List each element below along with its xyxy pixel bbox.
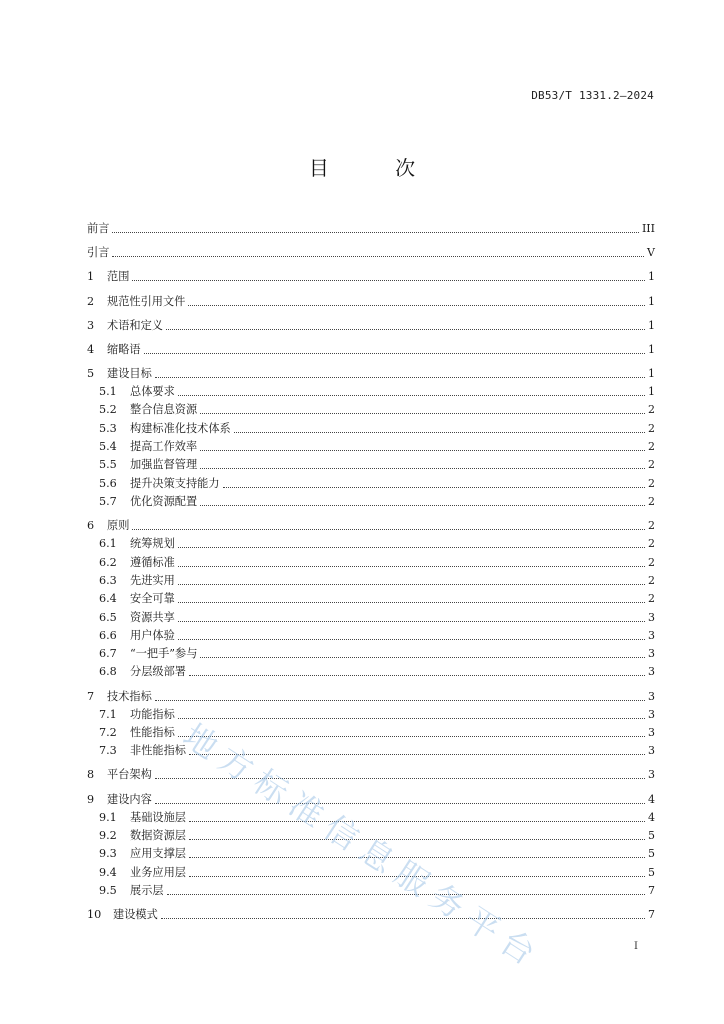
dot-leader xyxy=(155,802,645,804)
toc-entry-label: 提高工作效率 xyxy=(130,440,198,454)
toc-entry-page: 1 xyxy=(648,342,655,356)
toc-entry-label: 遵循标准 xyxy=(130,555,175,569)
toc-entry-label: 统筹规划 xyxy=(130,537,175,551)
toc-entry[interactable] xyxy=(87,861,655,879)
toc-entry[interactable] xyxy=(87,764,655,782)
dot-leader xyxy=(155,376,645,378)
dot-leader xyxy=(189,856,645,858)
dot-leader xyxy=(144,352,645,354)
toc-entry-label: 提升决策支持能力 xyxy=(130,476,220,490)
watermark: 地方标准信息服务平台 xyxy=(176,715,550,978)
toc-entry-page: 2 xyxy=(648,494,655,508)
toc-entry[interactable] xyxy=(87,880,655,898)
toc-entry-label: 资源共享 xyxy=(130,610,175,624)
toc-entry-page: 3 xyxy=(648,744,655,758)
toc-entry-page: III xyxy=(641,222,655,236)
toc-entry-label: 分层级部署 xyxy=(130,665,186,679)
toc-entry[interactable] xyxy=(87,722,655,740)
dot-leader xyxy=(178,601,645,603)
toc-entry[interactable] xyxy=(87,661,655,679)
page-number: I xyxy=(634,941,638,952)
toc-entry-number: 5.4 xyxy=(99,440,117,454)
page-title: 目 次 xyxy=(308,156,446,180)
toc-entry-number: 5.7 xyxy=(99,494,117,508)
dot-leader xyxy=(178,717,645,719)
toc-entry-number: 9.3 xyxy=(99,847,117,861)
dot-leader xyxy=(178,394,645,396)
toc-entry-label: 展示层 xyxy=(130,884,164,898)
toc-entry[interactable] xyxy=(87,570,655,588)
toc-entry-label: 范围 xyxy=(107,270,130,284)
toc-entry-page: 7 xyxy=(648,884,655,898)
toc-entry-label: 建设模式 xyxy=(113,908,158,922)
toc-entry-label: 技术指标 xyxy=(107,689,152,703)
toc-entry-number: 3 xyxy=(87,318,95,332)
dot-leader xyxy=(166,328,645,330)
toc-entry[interactable] xyxy=(87,399,655,417)
dot-leader xyxy=(178,583,645,585)
toc-entry-page: 4 xyxy=(648,792,655,806)
toc-entry[interactable] xyxy=(87,417,655,435)
dot-leader xyxy=(188,304,645,306)
toc-entry-page: 5 xyxy=(648,829,655,843)
dot-leader xyxy=(155,699,645,701)
dot-leader xyxy=(189,753,645,755)
dot-leader xyxy=(161,917,645,919)
toc-entry-label: 整合信息资源 xyxy=(130,403,198,417)
toc-entry-label: 前言 xyxy=(87,222,110,236)
toc-entry[interactable] xyxy=(87,454,655,472)
toc-entry-page: 5 xyxy=(648,865,655,879)
toc-entry-number: 6.3 xyxy=(99,573,117,587)
toc-entry-page: 3 xyxy=(648,647,655,661)
toc-entry[interactable] xyxy=(87,533,655,551)
toc-entry-label: 规范性引用文件 xyxy=(107,294,186,308)
toc-entry-page: 1 xyxy=(648,366,655,380)
dot-leader xyxy=(167,893,645,895)
toc-entry-number: 7.1 xyxy=(99,707,117,721)
toc-entry-page: 2 xyxy=(648,519,655,533)
dot-leader xyxy=(189,674,645,676)
toc-entry-number: 5.2 xyxy=(99,403,117,417)
standard-code: DB53/T 1331.2—2024 xyxy=(531,89,654,102)
toc-entry-page: 3 xyxy=(648,628,655,642)
toc-entry-number: 5 xyxy=(87,366,95,380)
toc-entry[interactable] xyxy=(87,314,655,332)
dot-leader xyxy=(234,431,645,433)
dot-leader xyxy=(200,412,645,414)
toc-entry-number: 9.1 xyxy=(99,810,117,824)
toc-entry-page: 2 xyxy=(648,403,655,417)
toc-entry[interactable] xyxy=(87,704,655,722)
dot-leader xyxy=(155,777,645,779)
toc-entry[interactable] xyxy=(87,266,655,284)
dot-leader xyxy=(112,255,644,257)
toc-entry-number: 9.5 xyxy=(99,884,117,898)
toc-entry[interactable] xyxy=(87,551,655,569)
toc-entry[interactable] xyxy=(87,436,655,454)
toc-entry[interactable] xyxy=(87,643,655,661)
dot-leader xyxy=(200,449,645,451)
toc-entry-label: “一把手”参与 xyxy=(130,647,198,661)
toc-entry-label: 术语和定义 xyxy=(107,318,163,332)
toc-entry[interactable] xyxy=(87,338,655,356)
toc-entry-page: 1 xyxy=(648,294,655,308)
toc-entry[interactable] xyxy=(87,381,655,399)
toc-entry-number: 2 xyxy=(87,294,95,308)
toc-entry-number: 6 xyxy=(87,519,95,533)
toc-entry[interactable] xyxy=(87,242,655,260)
toc-entry-label: 基础设施层 xyxy=(130,810,186,824)
toc-entry-page: 3 xyxy=(648,768,655,782)
toc-entry-page: 2 xyxy=(648,458,655,472)
toc-entry[interactable] xyxy=(87,515,655,533)
toc-entry-number: 5.6 xyxy=(99,476,117,490)
toc-entry-label: 功能指标 xyxy=(130,707,175,721)
toc-entry-number: 4 xyxy=(87,342,95,356)
toc-entry-number: 6.8 xyxy=(99,665,117,679)
dot-leader xyxy=(200,656,645,658)
toc-entry-label: 性能指标 xyxy=(130,726,175,740)
toc-entry-page: 5 xyxy=(648,847,655,861)
toc-entry-number: 5.1 xyxy=(99,385,117,399)
toc-entry-number: 6.4 xyxy=(99,592,117,606)
dot-leader xyxy=(112,231,639,233)
toc-entry-page: 7 xyxy=(648,908,655,922)
dot-leader xyxy=(178,546,645,548)
toc-entry-page: 3 xyxy=(648,665,655,679)
toc-entry-label: 引言 xyxy=(87,246,110,260)
toc-entry-page: 3 xyxy=(648,726,655,740)
toc-entry[interactable] xyxy=(87,788,655,806)
toc-entry[interactable] xyxy=(87,625,655,643)
toc-entry[interactable] xyxy=(87,904,655,922)
toc-entry-page: 4 xyxy=(648,810,655,824)
toc-entry[interactable] xyxy=(87,491,655,509)
toc-entry-page: 2 xyxy=(648,573,655,587)
dot-leader xyxy=(178,565,645,567)
toc-entry-page: 2 xyxy=(648,440,655,454)
toc-entry-label: 优化资源配置 xyxy=(130,494,198,508)
toc-entry[interactable] xyxy=(87,290,655,308)
toc-entry-label: 安全可靠 xyxy=(130,592,175,606)
toc-entry-label: 原则 xyxy=(107,519,130,533)
toc-entry-label: 建设目标 xyxy=(107,366,152,380)
dot-leader xyxy=(200,467,645,469)
toc-entry[interactable] xyxy=(87,843,655,861)
toc-entry-number: 9.4 xyxy=(99,865,117,879)
toc-entry[interactable] xyxy=(87,606,655,624)
toc-entry-number: 8 xyxy=(87,768,95,782)
toc-entry-number: 6.2 xyxy=(99,555,117,569)
toc-entry-page: 1 xyxy=(648,270,655,284)
toc-entry-page: 2 xyxy=(648,537,655,551)
toc-entry-label: 建设内容 xyxy=(107,792,152,806)
toc-entry-page: V xyxy=(647,246,655,260)
toc-entry-number: 10 xyxy=(87,908,102,922)
toc-entry-number: 5.3 xyxy=(99,421,117,435)
toc-entry[interactable] xyxy=(87,807,655,825)
dot-leader xyxy=(189,875,645,877)
toc-entry-label: 非性能指标 xyxy=(130,744,186,758)
toc-entry-number: 7.2 xyxy=(99,726,117,740)
toc-entry-number: 6.1 xyxy=(99,537,117,551)
toc-entry[interactable] xyxy=(87,588,655,606)
dot-leader xyxy=(132,528,645,530)
dot-leader xyxy=(178,735,645,737)
toc-entry-number: 7 xyxy=(87,689,95,703)
toc-entry[interactable] xyxy=(87,740,655,758)
toc-entry-page: 1 xyxy=(648,318,655,332)
toc-entry-label: 平台架构 xyxy=(107,768,152,782)
dot-leader xyxy=(178,638,645,640)
toc-entry[interactable] xyxy=(87,363,655,381)
toc-entry-label: 加强监督管理 xyxy=(130,458,198,472)
dot-leader xyxy=(200,504,645,506)
toc-entry-number: 6.7 xyxy=(99,647,117,661)
toc-entry-label: 总体要求 xyxy=(130,385,175,399)
toc-entry-number: 6.6 xyxy=(99,628,117,642)
table-of-contents xyxy=(87,218,655,922)
toc-entry-page: 2 xyxy=(648,476,655,490)
dot-leader xyxy=(189,838,645,840)
dot-leader xyxy=(132,279,645,281)
toc-entry-number: 9 xyxy=(87,792,95,806)
toc-entry[interactable] xyxy=(87,472,655,490)
toc-entry-page: 1 xyxy=(648,385,655,399)
dot-leader xyxy=(189,820,645,822)
toc-entry-label: 缩略语 xyxy=(107,342,141,356)
toc-entry-page: 3 xyxy=(648,689,655,703)
toc-entry-label: 业务应用层 xyxy=(130,865,186,879)
toc-entry-label: 先进实用 xyxy=(130,573,175,587)
toc-entry-page: 3 xyxy=(648,707,655,721)
toc-entry-number: 9.2 xyxy=(99,829,117,843)
toc-entry[interactable] xyxy=(87,218,655,236)
toc-entry-page: 2 xyxy=(648,592,655,606)
toc-entry-label: 用户体验 xyxy=(130,628,175,642)
dot-leader xyxy=(178,620,645,622)
toc-entry[interactable] xyxy=(87,825,655,843)
toc-entry-number: 6.5 xyxy=(99,610,117,624)
toc-entry-label: 数据资源层 xyxy=(130,829,186,843)
toc-entry-page: 3 xyxy=(648,610,655,624)
toc-entry-number: 1 xyxy=(87,270,95,284)
toc-entry-label: 应用支撑层 xyxy=(130,847,186,861)
toc-entry-number: 7.3 xyxy=(99,744,117,758)
toc-entry-label: 构建标准化技术体系 xyxy=(130,421,231,435)
toc-entry-number: 5.5 xyxy=(99,458,117,472)
dot-leader xyxy=(223,486,645,488)
toc-entry-page: 2 xyxy=(648,421,655,435)
toc-entry-page: 2 xyxy=(648,555,655,569)
toc-entry[interactable] xyxy=(87,685,655,703)
